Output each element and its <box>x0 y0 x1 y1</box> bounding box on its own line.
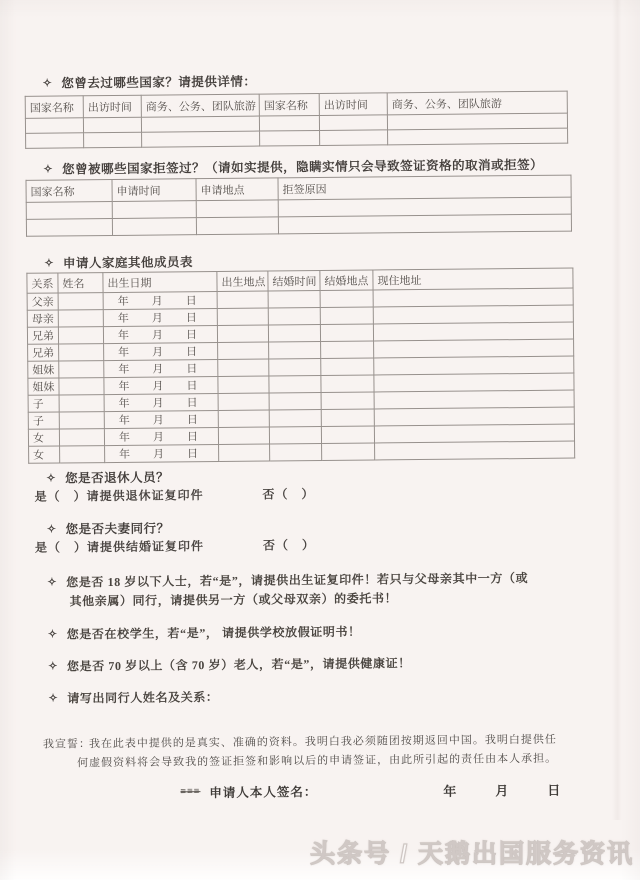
col-header: 出访时间 <box>319 93 387 116</box>
empty-cell <box>25 118 83 134</box>
family-title-text: 申请人家庭其他成员表 <box>62 255 194 271</box>
relation-cell: 兄弟 <box>27 327 58 344</box>
relation-cell: 女 <box>28 429 59 446</box>
relation-cell: 兄弟 <box>28 344 59 361</box>
diamond-bullet-icon: ✧ <box>46 523 57 536</box>
empty-cell <box>259 115 319 131</box>
bullet-minor-line1 <box>47 569 528 591</box>
birthdate-cell: 年 月 日 <box>104 359 218 377</box>
birthdate-cell: 年 月 日 <box>104 376 218 394</box>
paper-crease <box>612 0 622 820</box>
empty-cell <box>141 116 259 132</box>
empty-cell <box>59 429 104 446</box>
empty-cell <box>320 130 388 146</box>
empty-cell <box>269 375 321 392</box>
empty-cell <box>196 217 278 235</box>
empty-cell <box>387 113 567 130</box>
empty-cell <box>322 443 375 461</box>
birthdate-cell: 年 月 日 <box>105 444 219 462</box>
signature-label: 申请人本人签名： <box>209 785 318 801</box>
col-header: 国家名称 <box>26 179 112 202</box>
empty-cell <box>218 410 269 427</box>
empty-cell <box>26 218 112 236</box>
empty-cell <box>268 324 320 341</box>
redacted-stamp-marks: ≡≡≡ <box>180 786 201 798</box>
empty-cell <box>278 214 571 234</box>
empty-cell <box>84 132 142 148</box>
empty-cell <box>59 344 104 361</box>
family-members-table <box>26 268 575 464</box>
empty-cell <box>320 324 373 342</box>
col-header: 国家名称 <box>25 96 83 119</box>
empty-cell <box>218 376 269 393</box>
section-title-visited <box>42 72 256 92</box>
col-header: 出访时间 <box>83 95 141 118</box>
declaration-line1: 我在此表中提供的是真实、准确的资料。我明白我必须随团按期返回中国。我明白提供任 <box>88 733 557 751</box>
empty-cell <box>60 446 105 463</box>
col-header: 申请时间 <box>112 179 196 202</box>
birthdate-cell: 年 月 日 <box>103 291 217 309</box>
empty-cell <box>58 310 103 327</box>
empty-cell <box>374 339 574 358</box>
section-title-refused <box>43 155 543 178</box>
relation-cell: 母亲 <box>27 310 58 327</box>
question-retired-title <box>46 467 169 486</box>
col-header: 国家名称 <box>259 93 319 116</box>
empty-cell <box>83 117 141 133</box>
empty-cell <box>218 359 269 376</box>
declaration-line2: 何虚假资料将会导致我的签证拒签和影响以后的申请签证，由此所引起的责任由本人承担。 <box>77 752 558 770</box>
bullet-student <box>48 623 361 643</box>
empty-cell <box>26 133 84 149</box>
refused-title-text: 您曾被哪些国家拒签过？ <box>62 161 206 177</box>
empty-cell <box>388 128 568 145</box>
empty-cell <box>59 412 104 429</box>
empty-cell <box>217 325 268 342</box>
empty-cell <box>260 130 320 146</box>
empty-cell <box>219 444 270 461</box>
birthdate-cell: 年 月 日 <box>103 308 217 326</box>
empty-cell <box>321 426 374 444</box>
empty-cell <box>142 131 260 147</box>
couple-title-text: 您是否夫妻同行？ <box>65 521 170 537</box>
empty-cell <box>218 427 269 444</box>
empty-cell <box>218 393 269 410</box>
elder-text: 您是否 70 岁以上（含 70 岁）老人，若“是”，请提供健康证！ <box>66 656 411 674</box>
empty-cell <box>373 305 573 324</box>
col-header: 出生日期 <box>103 271 217 292</box>
empty-cell <box>373 288 573 307</box>
empty-cell <box>375 441 575 460</box>
diamond-bullet-icon: ✧ <box>46 472 57 485</box>
empty-cell <box>374 356 574 375</box>
empty-cell <box>374 373 574 392</box>
col-header: 关系 <box>27 273 58 293</box>
visited-countries-table <box>25 91 568 149</box>
declaration-label: 我宣誓： <box>42 738 91 751</box>
empty-cell <box>321 358 374 376</box>
empty-cell <box>268 290 320 307</box>
empty-cell <box>321 375 374 393</box>
empty-cell <box>269 409 321 426</box>
diamond-bullet-icon: ✧ <box>48 692 59 705</box>
col-header: 出生地点 <box>217 271 268 291</box>
empty-cell <box>270 443 322 460</box>
diamond-bullet-icon: ✧ <box>42 77 53 90</box>
empty-cell <box>218 342 269 359</box>
question-couple-title <box>47 518 170 537</box>
birthdate-cell: 年 月 日 <box>103 325 217 343</box>
diamond-bullet-icon: ✧ <box>47 576 58 589</box>
col-header: 申请地点 <box>196 178 278 201</box>
empty-cell <box>269 341 321 358</box>
birthdate-cell: 年 月 日 <box>104 393 218 411</box>
relation-cell: 子 <box>28 395 59 412</box>
toutiao-watermark: 头条号 / 天鹅出国服务资讯 <box>310 840 634 868</box>
refused-countries-table <box>25 175 572 237</box>
empty-cell <box>374 407 574 426</box>
minor-text-line1: 您是否 18 岁以下人士，若“是”，请提供出生证复印件！若只与父母亲其中一方（或 <box>66 571 529 590</box>
col-header: 结婚时间 <box>268 270 320 290</box>
empty-cell <box>321 392 374 410</box>
empty-cell <box>217 308 268 325</box>
empty-cell <box>112 218 196 236</box>
bullet-elder <box>48 654 411 674</box>
bullet-minor-line2: 其他亲属）同行，请提供另一方（或父母双亲）的委托书！ <box>69 591 398 609</box>
couple-no-option: 否（ ） <box>262 538 316 553</box>
empty-cell <box>374 390 574 409</box>
section-title-family <box>44 252 193 271</box>
diamond-bullet-icon: ✧ <box>47 628 58 641</box>
col-header: 姓名 <box>58 273 103 293</box>
empty-cell <box>321 409 374 427</box>
visited-title-text: 您曾去过哪些国家？请提供详情： <box>61 74 257 91</box>
diamond-bullet-icon: ✧ <box>48 660 59 673</box>
signature-date-blanks: 年 月 日 <box>443 782 574 799</box>
empty-cell <box>112 201 196 219</box>
diamond-bullet-icon: ✧ <box>43 163 54 176</box>
empty-cell <box>59 361 104 378</box>
empty-cell <box>373 322 573 341</box>
empty-cell <box>319 115 387 131</box>
empty-cell <box>196 200 278 218</box>
retired-no-option: 否（ ） <box>262 487 315 502</box>
empty-cell <box>58 293 103 310</box>
col-header: 拒签原因 <box>278 175 571 200</box>
empty-cell <box>320 307 373 325</box>
col-header: 现住地址 <box>373 268 573 290</box>
empty-cell <box>217 291 268 308</box>
birthdate-cell: 年 月 日 <box>104 410 218 428</box>
relation-cell: 女 <box>29 446 60 463</box>
couple-yes-option: 是（ ）请提供结婚证复印件 <box>34 539 205 555</box>
empty-cell <box>26 201 112 219</box>
empty-cell <box>320 290 373 308</box>
empty-cell <box>269 392 321 409</box>
col-header: 结婚地点 <box>320 270 373 291</box>
col-header: 商务、公务、团队旅游 <box>141 94 259 117</box>
relation-cell: 子 <box>28 412 59 429</box>
empty-cell <box>321 341 374 359</box>
bullet-companions <box>48 688 218 707</box>
empty-cell <box>374 424 574 443</box>
student-text: 您是否在校学生，若“是”， 请提供学校放假证明书！ <box>66 624 361 642</box>
empty-cell <box>59 378 104 395</box>
empty-cell <box>268 307 320 324</box>
refused-title-note: （请如实提供，隐瞒实情只会导致签证资格的取消或拒签） <box>205 157 544 176</box>
birthdate-cell: 年 月 日 <box>104 427 218 445</box>
relation-cell: 父亲 <box>27 293 58 310</box>
empty-cell <box>59 395 104 412</box>
empty-cell <box>269 358 321 375</box>
empty-cell <box>269 426 321 443</box>
diamond-bullet-icon: ✧ <box>44 257 55 270</box>
companions-text: 请写出同行人姓名及关系： <box>67 689 219 706</box>
retired-title-text: 您是否退休人员？ <box>65 470 170 486</box>
empty-cell <box>58 327 103 344</box>
relation-cell: 姐妹 <box>28 378 59 395</box>
birthdate-cell: 年 月 日 <box>104 342 218 360</box>
retired-yes-option: 是（ ）请提供退休证复印件 <box>34 488 204 504</box>
relation-cell: 姐妹 <box>28 361 59 378</box>
col-header: 商务、公务、团队旅游 <box>387 91 567 115</box>
